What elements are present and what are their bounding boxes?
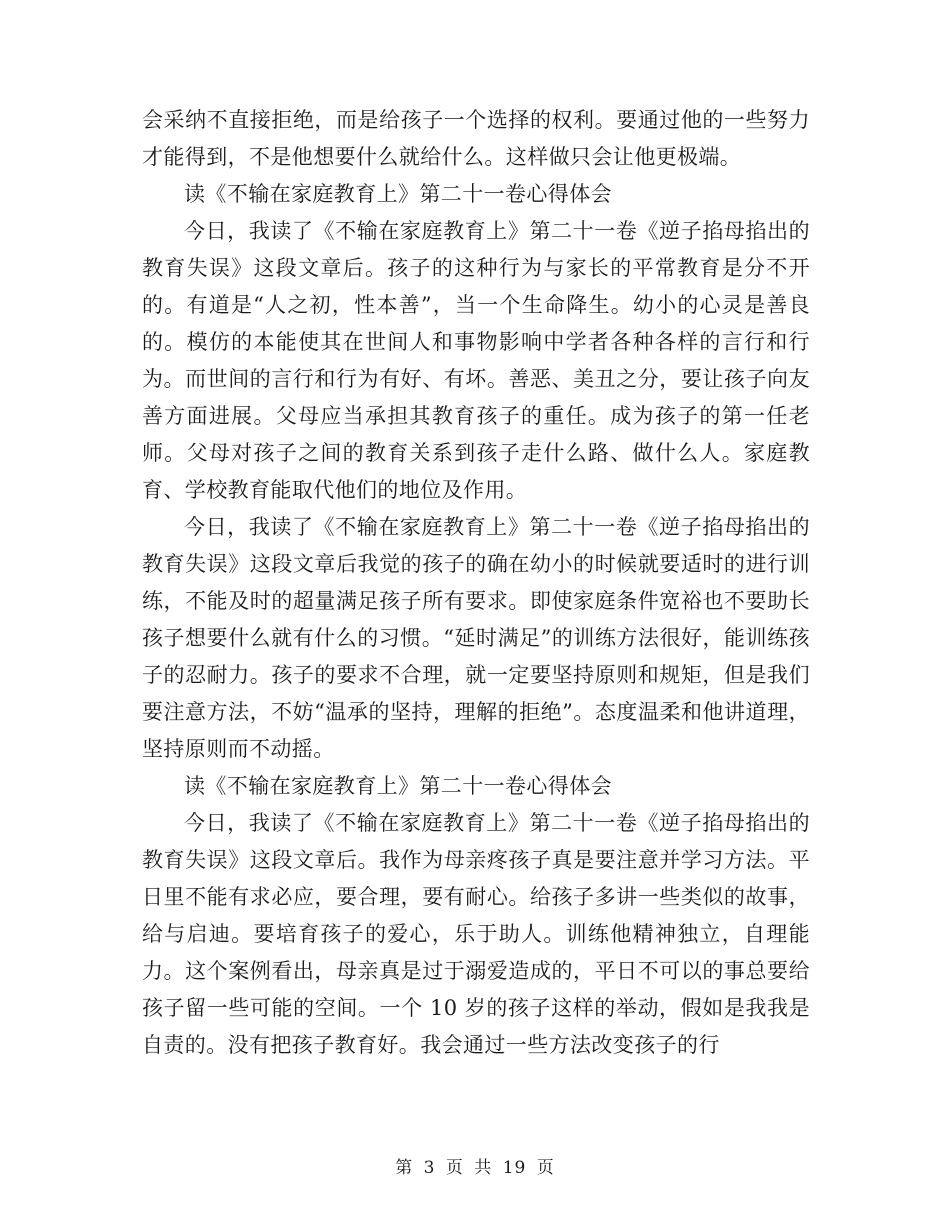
document-body <box>142 102 810 1064</box>
paragraph: 今日，我读了《不输在家庭教育上》第二十一卷《逆子掐母掐出的教育失误》这段文章后。我作为母亲疼孩子真是要注意并学习方法。平日里不能有求必应，要合理，要有耐心。给孩子多讲一些类似的故事，给与启迪。要培育孩子的爱心，乐于助人。训练他精神独立，自理能力。这个案例看出，母亲真是过于溺爱造成的，平日不可以的事总要给孩子留一些可能的空间。一个 10 岁的孩子这样的举动，假如是我我是自责的。没有把孩子教育好。我会通过一些方法改变孩子的行 <box>142 811 810 1057</box>
paragraph: 今日，我读了《不输在家庭教育上》第二十一卷《逆子掐母掐出的教育失误》这段文章后。孩子的这种行为与家长的平常教育是分不开的。有道是“人之初，性本善”，当一个生命降生。幼小的心灵是善良的。模仿的本能使其在世间人和事物影响中学者各种各样的言行和行为。而世间的言行和行为有好、有坏。善恶、美丑之分，要让孩子向友善方面进展。父母应当承担其教育孩子的重任。成为孩子的第一任老师。父母对孩子之间的教育关系到孩子走什么路、做什么人。家庭教育、学校教育能取代他们的地位及作用。 <box>142 219 810 502</box>
section-heading: 读《不输在家庭教育上》第二十一卷心得体会 <box>184 182 612 206</box>
page-number-footer: 第 3 页 共 19 页 <box>395 1158 555 1178</box>
paragraph: 会采纳不直接拒绝，而是给孩子一个选择的权利。要通过他的一些努力才能得到，不是他想要什么就给什么。这样做只会让他更极端。 <box>142 108 810 169</box>
paragraph: 今日，我读了《不输在家庭教育上》第二十一卷《逆子掐母掐出的教育失误》这段文章后我觉的孩子的确在幼小的时候就要适时的进行训练，不能及时的超量满足孩子所有要求。即使家庭条件宽裕也不要助长孩子想要什么就有什么的习惯。“延时满足”的训练方法很好，能训练孩子的忍耐力。孩子的要求不合理，就一定要坚持原则和规矩，但是我们要注意方法，不妨“温承的坚持，理解的拒绝”。态度温柔和他讲道理，坚持原则而不动摇。 <box>142 515 810 761</box>
section-heading: 读《不输在家庭教育上》第二十一卷心得体会 <box>184 774 612 798</box>
